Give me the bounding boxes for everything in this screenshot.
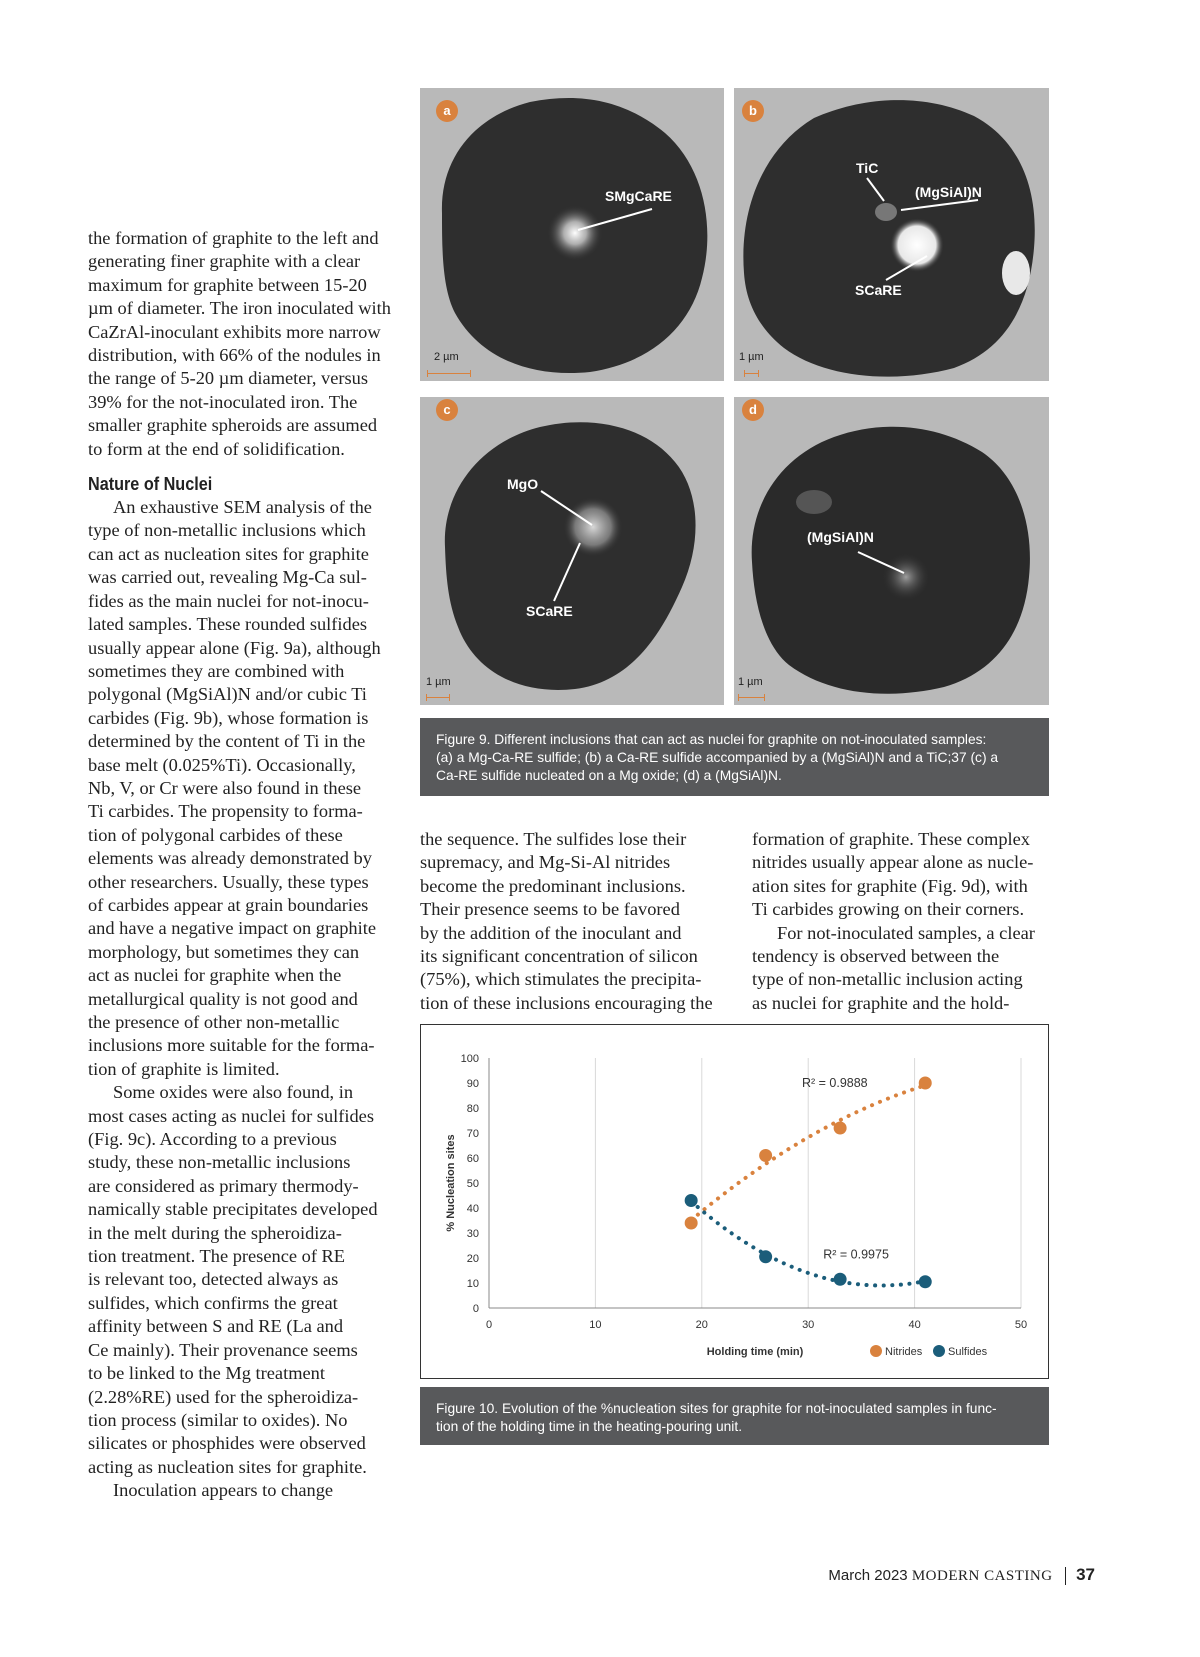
text-line: the formation of graphite to the left and [88,228,379,248]
figure9-panel-a [420,88,724,381]
text-line: the sequence. The sulfides lose their [420,829,687,849]
text-line: namically stable precipitates developed [88,1199,378,1220]
paragraph [88,1081,393,1479]
figure10-chart [420,1024,1049,1379]
y-tick-label: 40 [466,1203,479,1215]
panel-badge: d [742,399,764,421]
panel-badge: a [436,100,458,122]
caption-line: Figure 9. Different inclusions that can act as nuclei for graphite on not-inoculated samples: [436,732,987,747]
caption-line: tion of the holding time in the heating-pouring unit. [436,1419,743,1434]
text-line: sulfides, which confirms the great [88,1292,338,1313]
y-tick-label: 70 [466,1128,479,1140]
text-line: affinity between S and RE (La and [88,1316,344,1337]
text-line: tion of graphite is limited. [88,1058,280,1079]
text-line: Ti carbides. The propensity to forma- [88,801,363,822]
scale-label: 1 µm [739,351,764,363]
text-line: determined by the content of Ti in the [88,731,366,752]
x-tick-label: 10 [589,1319,602,1331]
caption-line: Figure 10. Evolution of the %nucleation sites for graphite for not-inoculated samples in func- [436,1401,997,1416]
text-line: are considered as primary thermody- [88,1175,359,1196]
scale-bar [427,370,471,377]
text-line: generating finer graphite with a clear [88,251,361,272]
y-tick-label: 50 [466,1178,479,1190]
text-line: sometimes they are combined with [88,660,345,681]
text-line: formation of graphite. These complex [752,829,1030,849]
panel-d-micrograph [734,397,1049,705]
text-line: tion of polygonal carbides of these [88,824,343,845]
text-line: tion of these inclusions encouraging the [420,992,713,1013]
text-line: type of non-metallic inclusion acting [752,969,1023,990]
text-line: Nb, V, or Cr were also found in these [88,777,362,798]
y-tick-label: 100 [460,1053,479,1065]
page-number: 37 [1076,1565,1095,1584]
text-line: Ti carbides growing on their corners. [752,899,1025,920]
text-line: fides as the main nuclei for not-inocu- [88,590,369,611]
text-line: acting as nucleation sites for graphite. [88,1456,367,1477]
x-axis-title: Holding time (min) [706,1346,804,1358]
data-point-sulfides [685,1194,698,1207]
figure9-panel-b [734,88,1049,381]
right-column [752,828,1052,1015]
data-point-sulfides [759,1250,772,1263]
inclusion-label: (MgSiAl)N [807,529,874,545]
text-line: type of non-metallic inclusions which [88,520,366,541]
inclusion-label: (MgSiAl)N [915,184,982,200]
text-line: µm of diameter. The iron inoculated with [88,298,391,319]
x-tick-label: 30 [802,1319,815,1331]
text-line: is relevant too, detected always as [88,1269,339,1290]
text-line: metallurgical quality is not good and [88,988,358,1009]
text-line: carbides (Fig. 9b), whose formation is [88,707,369,728]
text-line: (2.28%RE) used for the spheroidiza- [88,1386,359,1407]
text-line: supremacy, and Mg-Si-Al nitrides [420,852,671,873]
text-line: the range of 5-20 µm diameter, versus [88,368,369,389]
text-line: silicates or phosphides were observed [88,1433,366,1454]
text-line: inclusions more suitable for the forma- [88,1035,375,1056]
paragraph [88,496,393,1081]
text-line: lated samples. These rounded sulfides [88,614,368,635]
scale-bar [744,370,759,377]
text-line: other researchers. Usually, these types [88,871,369,892]
paragraph [88,1479,393,1502]
data-point-nitrides [834,1122,847,1135]
text-line: tion treatment. The presence of RE [88,1246,346,1267]
legend-label-sulfides: Sulfides [948,1346,988,1358]
y-tick-label: 80 [466,1103,479,1115]
chart-plot [421,1025,1047,1377]
paragraph [88,227,393,461]
figure9-panel-c [420,397,724,705]
y-axis-title: % Nucleation sites [445,1134,457,1232]
text-line: morphology, but sometimes they can [88,941,360,962]
scale-bar [426,694,450,701]
panel-c-micrograph [420,397,724,705]
issue-date: March 2023 [828,1567,908,1584]
text-line: Some oxides were also found, in [113,1082,354,1103]
legend-marker-sulfides [933,1345,945,1357]
panel-badge: c [436,399,458,421]
section-heading: Nature of Nuclei [88,474,213,495]
text-line: Ce mainly). Their provenance seems [88,1339,358,1360]
inclusion-label: SCaRE [855,282,902,298]
text-line: For not-inoculated samples, a clear [777,922,1035,943]
x-tick-label: 0 [485,1319,493,1331]
text-line: study, these non-metallic inclusions [88,1152,351,1173]
scale-label: 1 µm [738,676,763,688]
text-line: was carried out, revealing Mg-Ca sul- [88,567,367,588]
text-line: the presence of other non-metallic [88,1012,340,1032]
text-line: by the addition of the inoculant and [420,922,682,943]
text-line: (75%), which stimulates the precipita- [420,969,702,990]
y-tick-label: 60 [466,1153,479,1165]
publication-name: MODERN CASTING [911,1568,1053,1584]
scale-label: 2 µm [434,351,459,363]
figure9-panel-d [734,397,1049,705]
scale-bar [738,694,765,701]
text-line: nitrides usually appear alone as nucle- [752,852,1034,873]
text-line: of carbides appear at grain boundaries [88,894,369,915]
text-line: become the predominant inclusions. [420,875,686,896]
x-tick-label: 20 [695,1319,708,1331]
panel-b-micrograph [734,88,1049,381]
figure9-caption [420,718,1049,796]
text-line: Their presence seems to be favored [420,899,680,920]
page-footer [828,1565,1095,1585]
text-line: (Fig. 9c). According to a previous [88,1129,337,1150]
legend-label-nitrides: Nitrides [885,1346,923,1358]
text-line: elements was already demonstrated by [88,848,372,869]
inclusion-label: SCaRE [526,603,573,619]
paragraph [752,828,1052,922]
data-point-sulfides [834,1273,847,1286]
text-line: in the melt during the spheroidiza- [88,1222,342,1243]
text-line: ation sites for graphite (Fig. 9d), with [752,875,1028,896]
text-line: tendency is observed between the [752,946,1000,967]
x-tick-label: 40 [908,1319,921,1331]
data-point-nitrides [919,1077,932,1090]
y-tick-label: 30 [466,1228,479,1240]
paragraph [752,922,1052,1016]
r2-label: R² = 0.9888 [801,1076,868,1090]
panel-badge: b [742,100,764,122]
figure10-caption [420,1387,1049,1445]
text-line: Inoculation appears to change [113,1480,334,1501]
text-line: polygonal (MgSiAl)N and/or cubic Ti [88,684,367,705]
text-line: act as nuclei for graphite when the [88,965,342,986]
middle-column [420,828,725,1015]
caption-line: (a) a Mg-Ca-RE sulfide; (b) a Ca-RE sulfide accompanied by a (MgSiAl)N and a TiC;37 (c) a [436,750,999,765]
left-column [88,227,393,1503]
data-point-nitrides [759,1149,772,1162]
text-line: tion process (similar to oxides). No [88,1409,348,1430]
text-line: as nuclei for graphite and the hold- [752,992,1010,1013]
text-line: 39% for the not-inoculated iron. The [88,391,358,412]
y-tick-label: 90 [466,1078,479,1090]
text-line: and have a negative impact on graphite [88,918,377,939]
scale-label: 1 µm [426,676,451,688]
text-line: distribution, with 66% of the nodules in [88,345,381,366]
caption-line: Ca-RE sulfide nucleated on a Mg oxide; (d) a (MgSiAl)N. [436,768,782,783]
x-tick-label: 50 [1014,1319,1028,1331]
data-point-sulfides [919,1275,932,1288]
legend-marker-nitrides [870,1345,882,1357]
text-line: usually appear alone (Fig. 9a), although [88,637,381,658]
inclusion-label: SMgCaRE [605,188,672,204]
y-tick-label: 10 [466,1278,479,1290]
text-line: to be linked to the Mg treatment [88,1363,325,1384]
text-line: to form at the end of solidification. [88,438,345,459]
text-line: An exhaustive SEM analysis of the [113,497,372,518]
y-tick-label: 0 [472,1303,479,1315]
text-line: most cases acting as nuclei for sulfides [88,1105,374,1126]
data-point-nitrides [685,1217,698,1230]
text-line: smaller graphite spheroids are assumed [88,415,378,436]
text-line: its significant concentration of silicon [420,946,698,967]
inclusion-label: TiC [856,160,879,176]
panel-a-micrograph [420,88,724,381]
text-line: can act as nucleation sites for graphite [88,543,369,564]
text-line: CaZrAl-inoculant exhibits more narrow [88,321,381,342]
text-line: base melt (0.025%Ti). Occasionally, [88,754,356,775]
inclusion-label: MgO [507,476,539,492]
y-tick-label: 20 [466,1253,479,1265]
text-line: maximum for graphite between 15-20 [88,274,367,295]
footer-divider [1065,1567,1067,1585]
r2-label: R² = 0.9975 [823,1247,889,1262]
